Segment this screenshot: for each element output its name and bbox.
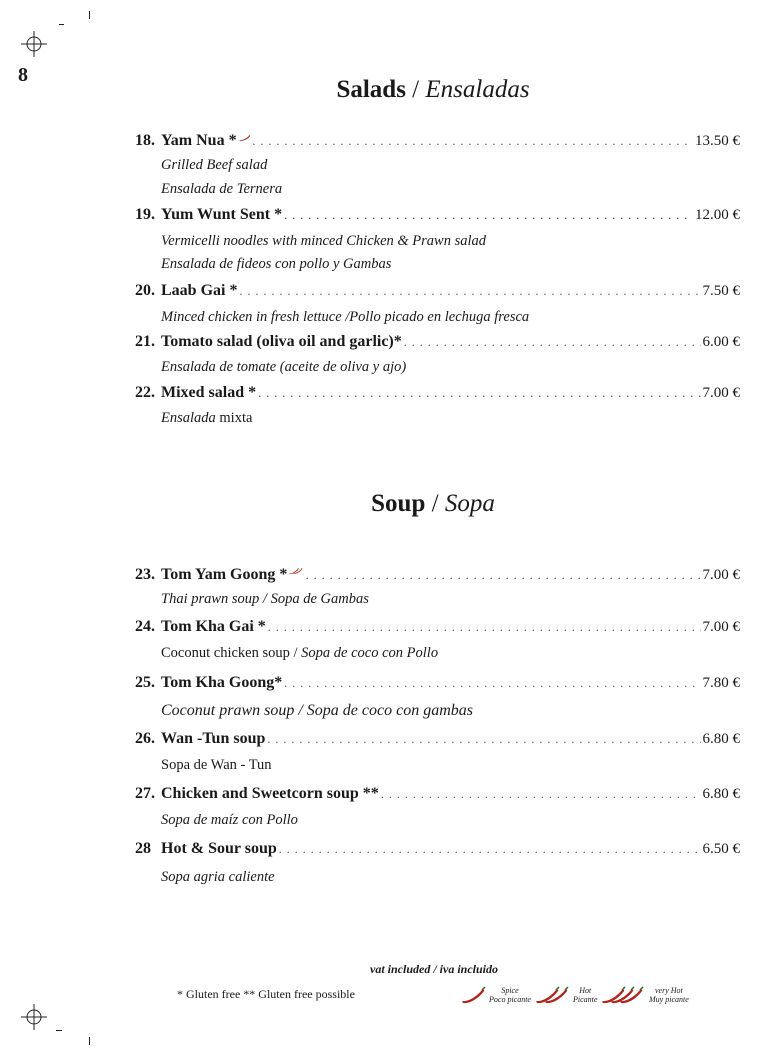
item-description-es: Ensalada de fideos con pollo y Gambas — [161, 256, 392, 272]
item-name: Chicken and Sweetcorn soup ** — [161, 785, 379, 802]
chili-pepper-icon — [601, 985, 647, 1005]
item-description-en: Vermicelli noodles with minced Chicken & Prawn salad — [161, 233, 486, 249]
leader-dots — [279, 842, 701, 857]
chili-pepper-icon — [289, 563, 303, 579]
leader-dots — [258, 386, 700, 401]
item-number: 27. — [135, 785, 155, 802]
item-number: 19. — [135, 206, 155, 223]
item-number: 18. — [135, 132, 155, 149]
chili-pepper-icon — [461, 985, 487, 1005]
item-name: Yum Wunt Sent * — [161, 206, 283, 223]
item-description: Minced chicken in fresh lettuce /Pollo picado en lechuga fresca — [161, 309, 530, 325]
item-number: 23. — [135, 566, 155, 583]
legend-label-es: Muy picante — [649, 995, 689, 1004]
item-number: 28 — [135, 840, 151, 857]
chili-pepper-icon — [239, 131, 251, 145]
menu-item-19 — [135, 206, 740, 230]
item-price: 13.50 € — [695, 133, 740, 149]
item-name: Mixed salad * — [161, 384, 257, 401]
item-price: 6.80 € — [702, 731, 740, 747]
leader-dots — [284, 676, 700, 691]
item-number: 24. — [135, 618, 155, 635]
item-name: Hot & Sour soup — [161, 840, 277, 857]
menu-item-23 — [135, 563, 740, 587]
menu-item-27 — [135, 785, 740, 809]
trim-mark — [89, 1037, 90, 1045]
item-description-en: Grilled Beef salad — [161, 157, 268, 173]
menu-item-25 — [135, 674, 740, 698]
legend-label-es: Picante — [573, 995, 598, 1004]
item-description: Ensalada de tomate (aceite de oliva y ajo) — [161, 359, 407, 375]
item-number: 25. — [135, 674, 155, 691]
item-price: 6.00 € — [702, 334, 740, 350]
item-name: Tomato salad (oliva oil and garlic)* — [161, 333, 402, 350]
menu-item-21 — [135, 333, 740, 357]
item-number: 22. — [135, 384, 155, 401]
legend-very-hot — [601, 984, 689, 1006]
salads-section-title: Salads / Ensaladas — [336, 76, 530, 103]
item-description: Coconut prawn soup / Sopa de coco con gambas — [161, 702, 473, 719]
legend-label-es: Poco picante — [489, 995, 531, 1004]
leader-dots — [381, 787, 701, 802]
item-description: Ensalada mixta — [161, 410, 253, 426]
soup-section-title: Soup / Sopa — [371, 490, 495, 517]
vat-note: vat included / iva incluido — [370, 962, 498, 976]
item-description: Sopa de maíz con Pollo — [161, 812, 298, 828]
leader-dots — [239, 284, 700, 299]
item-description: Coconut chicken soup / Sopa de coco con Pollo — [161, 645, 439, 661]
registration-mark-icon — [21, 31, 47, 57]
item-price: 7.50 € — [702, 283, 740, 299]
leader-dots — [306, 568, 701, 583]
trim-mark — [89, 11, 90, 19]
item-name: Yam Nua * — [161, 132, 237, 149]
page-number: 8 — [18, 64, 28, 86]
menu-item-20 — [135, 282, 740, 306]
chili-pepper-icon — [535, 985, 571, 1005]
item-number: 20. — [135, 282, 155, 299]
item-price: 6.50 € — [702, 841, 740, 857]
item-number: 21. — [135, 333, 155, 350]
trim-mark — [56, 1030, 62, 1031]
item-name: Tom Kha Goong* — [161, 674, 283, 691]
legend-label-en: Hot — [579, 986, 592, 995]
item-name: Tom Kha Gai * — [161, 618, 266, 635]
menu-item-24 — [135, 618, 740, 642]
item-description: Sopa de Wan - Tun — [161, 757, 272, 773]
item-price: 7.00 € — [702, 567, 740, 583]
trim-mark — [59, 24, 64, 25]
legend-spice — [461, 984, 531, 1006]
item-name: Laab Gai * — [161, 282, 238, 299]
menu-item-26 — [135, 730, 740, 754]
item-price: 7.00 € — [702, 619, 740, 635]
item-description: Thai prawn soup / Sopa de Gambas — [161, 591, 369, 607]
item-description: Sopa agria caliente — [161, 869, 275, 885]
leader-dots — [284, 208, 693, 223]
menu-item-22 — [135, 384, 740, 408]
item-price: 12.00 € — [695, 207, 740, 223]
item-name: Tom Yam Goong * — [161, 566, 288, 583]
leader-dots — [252, 134, 693, 149]
item-number: 26. — [135, 730, 155, 747]
legend-label-en: Spice — [501, 986, 519, 995]
leader-dots — [404, 335, 701, 350]
gluten-note: * Gluten free ** Gluten free possible — [177, 987, 355, 1001]
item-description-es: Ensalada de Ternera — [161, 181, 283, 197]
menu-item-28 — [135, 840, 740, 864]
item-name: Wan -Tun soup — [161, 730, 266, 747]
legend-label-en: very Hot — [655, 986, 683, 995]
leader-dots — [268, 620, 701, 635]
leader-dots — [267, 732, 700, 747]
registration-mark-icon — [21, 1004, 47, 1030]
item-price: 7.80 € — [702, 675, 740, 691]
item-price: 6.80 € — [702, 786, 740, 802]
legend-hot — [535, 984, 597, 1006]
menu-item-18 — [135, 131, 740, 155]
item-price: 7.00 € — [702, 385, 740, 401]
